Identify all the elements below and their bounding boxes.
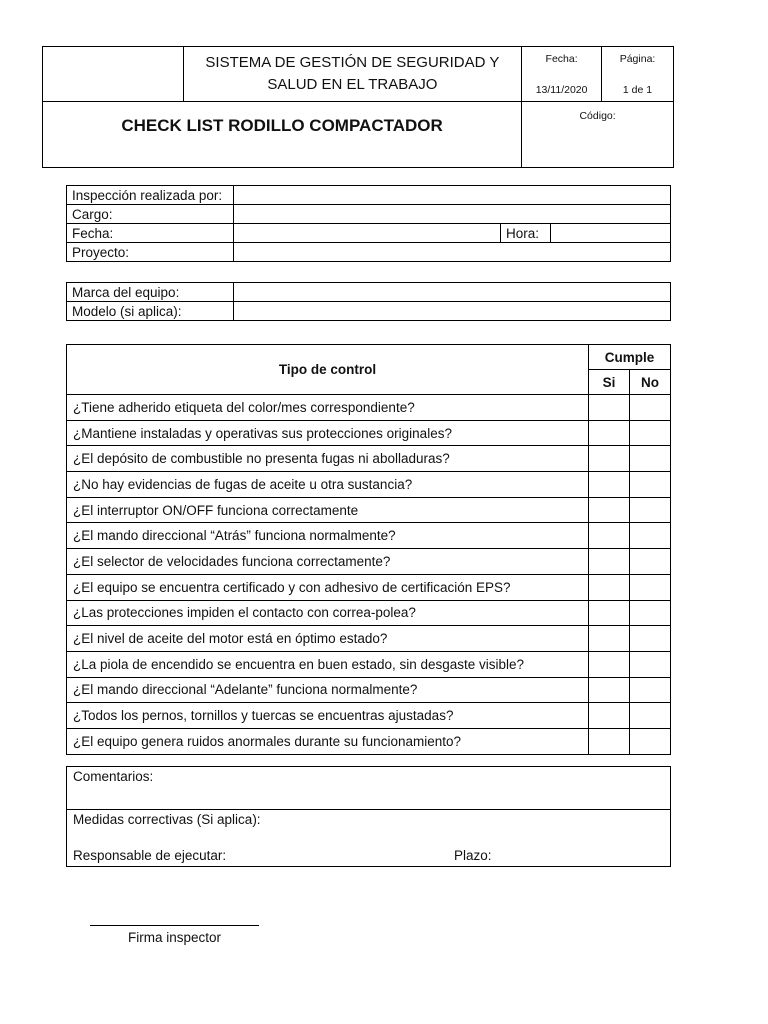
checklist-body [67, 395, 671, 755]
no-checkbox-cell[interactable] [630, 420, 671, 446]
checklist-question: ¿El mando direccional “Atrás” funciona normalmente? [67, 523, 589, 549]
checklist-row [67, 420, 671, 446]
checklist-row [67, 677, 671, 703]
checklist-row [67, 651, 671, 677]
logo-cell [43, 47, 184, 102]
deadline-label: Plazo: [454, 848, 492, 863]
yes-header: Si [589, 370, 630, 395]
yes-checkbox-cell[interactable] [589, 600, 630, 626]
inspection-info-table [66, 185, 671, 262]
position-field[interactable] [234, 205, 671, 224]
checklist-table [66, 344, 671, 755]
inspected-by-label: Inspección realizada por: [67, 186, 234, 205]
no-checkbox-cell[interactable] [630, 677, 671, 703]
model-label: Modelo (si aplica): [67, 302, 234, 321]
yes-checkbox-cell[interactable] [589, 420, 630, 446]
checklist-question: ¿El selector de velocidades funciona correctamente? [67, 549, 589, 575]
checklist-question: ¿Tiene adherido etiqueta del color/mes correspondiente? [67, 395, 589, 421]
checklist-row [67, 626, 671, 652]
brand-label: Marca del equipo: [67, 283, 234, 302]
checklist-question: ¿El nivel de aceite del motor está en óptimo estado? [67, 626, 589, 652]
date-cell [522, 47, 602, 102]
system-title: SISTEMA DE GESTIÓN DE SEGURIDAD Y SALUD EN EL TRABAJO [205, 54, 500, 93]
time-field[interactable] [551, 224, 671, 243]
yes-checkbox-cell[interactable] [589, 446, 630, 472]
checklist-question: ¿El equipo genera ruidos anormales durante su funcionamiento? [67, 728, 589, 754]
page-value: 1 de 1 [622, 84, 653, 96]
control-header: Tipo de control [67, 345, 589, 395]
checklist-question: ¿El interruptor ON/OFF funciona correctamente [67, 497, 589, 523]
inspected-by-field[interactable] [234, 186, 671, 205]
checklist-row [67, 523, 671, 549]
checklist-row [67, 728, 671, 754]
complies-header: Cumple [589, 345, 671, 370]
checklist-question: ¿Todos los pernos, tornillos y tuercas se encuentras ajustadas? [67, 703, 589, 729]
no-checkbox-cell[interactable] [630, 497, 671, 523]
position-label: Cargo: [67, 205, 234, 224]
doc-title-cell [43, 102, 522, 168]
signature-label: Firma inspector [127, 930, 222, 945]
checklist-question: ¿Las protecciones impiden el contacto con correa-polea? [67, 600, 589, 626]
yes-checkbox-cell[interactable] [589, 549, 630, 575]
checklist-row [67, 446, 671, 472]
brand-field[interactable] [234, 283, 671, 302]
responsible-label: Responsable de ejecutar: [73, 848, 227, 863]
no-checkbox-cell[interactable] [630, 395, 671, 421]
no-checkbox-cell[interactable] [630, 523, 671, 549]
checklist-row [67, 395, 671, 421]
signature-line[interactable] [90, 925, 259, 926]
checklist-question: ¿El depósito de combustible no presenta fugas ni abolladuras? [67, 446, 589, 472]
no-checkbox-cell[interactable] [630, 728, 671, 754]
checklist-row [67, 549, 671, 575]
corrective-cell[interactable] [67, 810, 671, 867]
comments-cell[interactable] [67, 767, 671, 810]
checklist-question: ¿Mantiene instaladas y operativas sus protecciones originales? [67, 420, 589, 446]
date-field[interactable] [234, 224, 501, 243]
no-header: No [630, 370, 671, 395]
checklist-row [67, 600, 671, 626]
model-field[interactable] [234, 302, 671, 321]
equipment-info-table [66, 282, 671, 321]
checklist-question: ¿No hay evidencias de fugas de aceite u otra sustancia? [67, 472, 589, 498]
no-checkbox-cell[interactable] [630, 703, 671, 729]
code-label: Código: [579, 110, 616, 122]
system-title-cell [183, 47, 521, 102]
yes-checkbox-cell[interactable] [589, 523, 630, 549]
date-value: 13/11/2020 [535, 84, 588, 96]
document-header [42, 46, 674, 168]
checklist-row [67, 472, 671, 498]
checklist-row [67, 497, 671, 523]
no-checkbox-cell[interactable] [630, 600, 671, 626]
no-checkbox-cell[interactable] [630, 651, 671, 677]
code-cell [522, 102, 674, 168]
yes-checkbox-cell[interactable] [589, 703, 630, 729]
comments-table [66, 766, 671, 867]
yes-checkbox-cell[interactable] [589, 677, 630, 703]
checklist-question: ¿El equipo se encuentra certificado y con adhesivo de certificación EPS? [67, 574, 589, 600]
time-label: Hora: [501, 224, 551, 243]
yes-checkbox-cell[interactable] [589, 728, 630, 754]
comments-label: Comentarios: [73, 769, 154, 784]
date-label: Fecha: [545, 53, 578, 65]
no-checkbox-cell[interactable] [630, 549, 671, 575]
checklist-question: ¿La piola de encendido se encuentra en buen estado, sin desgaste visible? [67, 651, 589, 677]
yes-checkbox-cell[interactable] [589, 395, 630, 421]
yes-checkbox-cell[interactable] [589, 574, 630, 600]
checklist-question: ¿El mando direccional “Adelante” funciona normalmente? [67, 677, 589, 703]
project-label: Proyecto: [67, 243, 234, 262]
page-label: Página: [619, 53, 656, 65]
page-cell [602, 47, 674, 102]
no-checkbox-cell[interactable] [630, 626, 671, 652]
project-field[interactable] [234, 243, 671, 262]
no-checkbox-cell[interactable] [630, 574, 671, 600]
checklist-row [67, 574, 671, 600]
no-checkbox-cell[interactable] [630, 446, 671, 472]
corrective-label: Medidas correctivas (Si aplica): [73, 812, 261, 827]
yes-checkbox-cell[interactable] [589, 626, 630, 652]
yes-checkbox-cell[interactable] [589, 651, 630, 677]
no-checkbox-cell[interactable] [630, 472, 671, 498]
document-title: CHECK LIST RODILLO COMPACTADOR [121, 115, 443, 135]
yes-checkbox-cell[interactable] [589, 472, 630, 498]
yes-checkbox-cell[interactable] [589, 497, 630, 523]
checklist-row [67, 703, 671, 729]
date-label: Fecha: [67, 224, 234, 243]
